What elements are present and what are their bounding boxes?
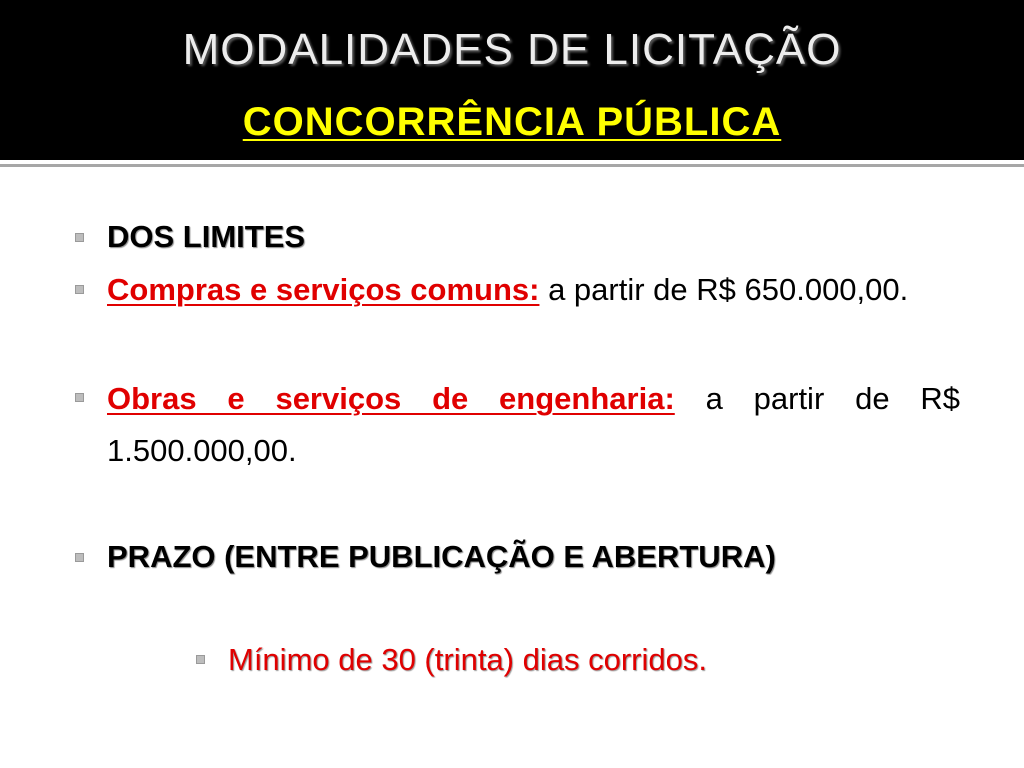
divider-line: [0, 164, 1024, 167]
deadline-heading: PRAZO (ENTRE PUBLICAÇÃO E ABERTURA): [107, 539, 776, 574]
purchases-value: a partir de R$ 650.000,00.: [539, 272, 909, 307]
bullet-limits: [107, 211, 967, 263]
square-bullet-icon: [75, 553, 84, 562]
square-bullet-icon: [196, 655, 205, 664]
square-bullet-icon: [75, 233, 84, 242]
slide-subtitle-wrap: [0, 96, 1024, 148]
slide-title: MODALIDADES DE LICITAÇÃO: [182, 25, 842, 74]
works-label: Obras e serviços de engenharia:: [107, 381, 675, 416]
bullet-deadline: [107, 531, 987, 583]
limits-heading: DOS LIMITES: [107, 219, 306, 254]
works-value: a partir de R$ 1.500.000,00.: [107, 381, 960, 468]
slide-subtitle: CONCORRÊNCIA PÚBLICA: [242, 100, 782, 144]
deadline-value: Mínimo de 30 (trinta) dias corridos.: [228, 642, 707, 677]
purchases-label: Compras e serviços comuns:: [107, 272, 540, 307]
bullet-deadline-detail: [228, 634, 988, 686]
bullet-purchases: [107, 264, 960, 316]
square-bullet-icon: [75, 393, 84, 402]
square-bullet-icon: [75, 285, 84, 294]
title-bar: [0, 0, 1024, 160]
bullet-works: [107, 373, 960, 477]
